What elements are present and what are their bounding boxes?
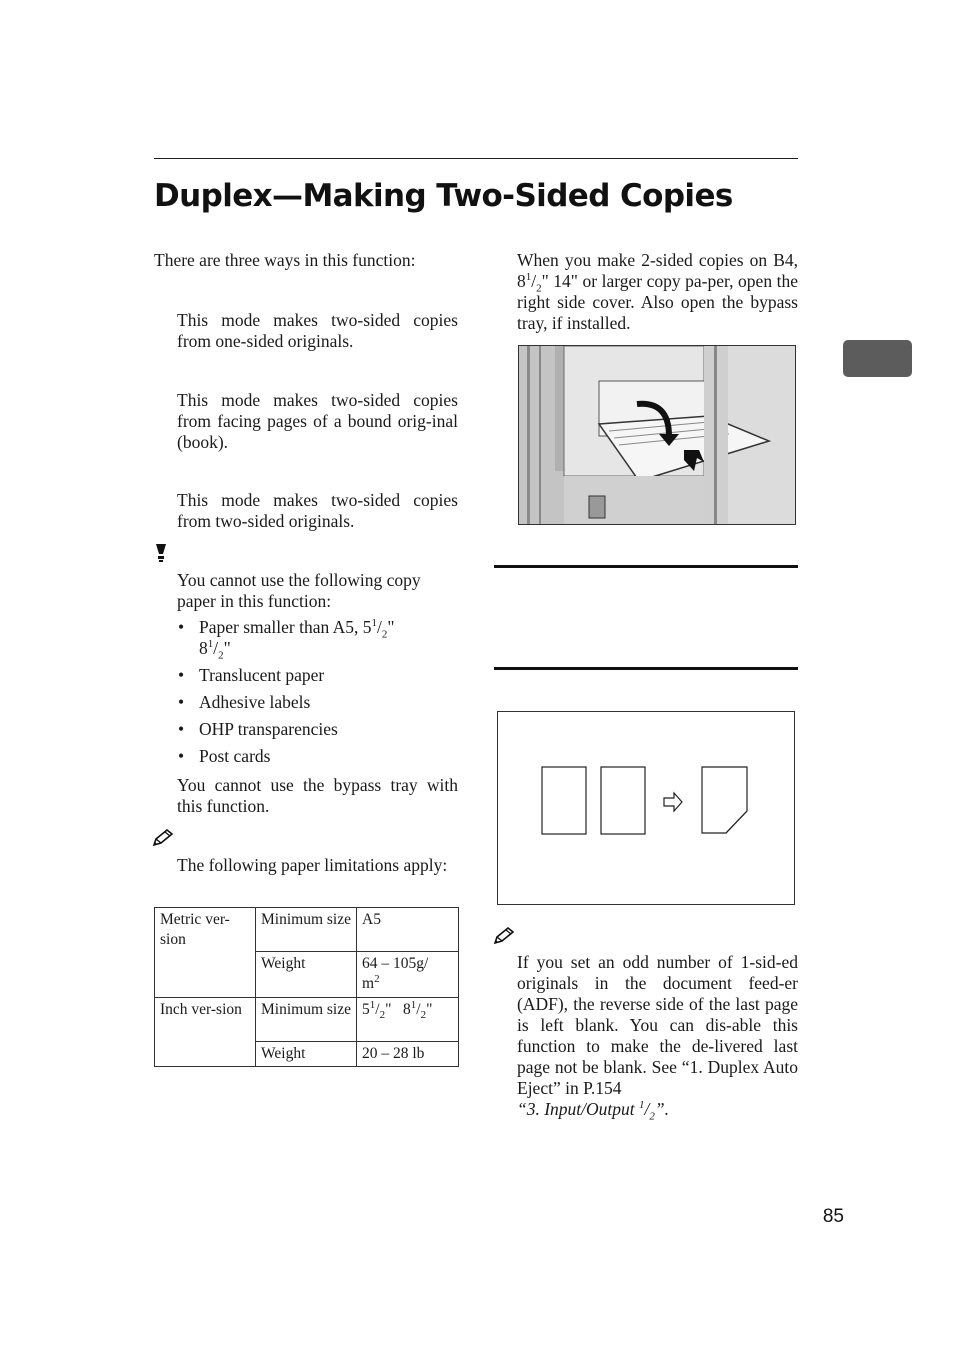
intro-text: There are three ways in this function: bbox=[154, 250, 416, 270]
list-item: • OHP transparencies bbox=[177, 719, 458, 740]
limitation-lamp-icon bbox=[154, 543, 168, 563]
metric-version-cell: Metric ver-sion bbox=[155, 908, 256, 998]
mode-3-description: This mode makes two-sided copies from two-sided originals. bbox=[177, 490, 458, 531]
metric-min-size-label: Minimum size bbox=[256, 908, 357, 952]
chapter-tab bbox=[843, 340, 912, 377]
right-side-cover-instruction: When you make 2-sided copies on B4, $8^1/_2$" 14" or larger copy pa-per, open the right side cover. Also open the bypass tray, if installed. bbox=[517, 250, 798, 333]
section-rule-top bbox=[494, 565, 798, 568]
inch-min-size-label: Minimum size bbox=[256, 998, 357, 1042]
bypass-tray-illustration bbox=[518, 345, 796, 525]
list-item: • Post cards bbox=[177, 746, 458, 767]
inch-weight-label: Weight bbox=[256, 1042, 357, 1067]
list-item: • Adhesive labels bbox=[177, 692, 458, 713]
inch-weight-value: 20 – 28 lb bbox=[357, 1042, 459, 1067]
right-arrow-icon bbox=[664, 793, 682, 811]
limitation-text: You cannot use the following copy paper in this function: bbox=[177, 570, 421, 611]
note-pencil-icon bbox=[493, 927, 515, 945]
list-item: • Paper smaller than A5, $5^1/_2$" $8^1/_2$" bbox=[177, 617, 458, 659]
page-title: Duplex—Making Two-Sided Copies bbox=[154, 178, 733, 214]
bypass-tray-note: You cannot use the bypass tray with this function. bbox=[177, 775, 458, 816]
page-number: 85 bbox=[822, 1206, 844, 1227]
duplex-mode-diagram bbox=[497, 711, 795, 905]
inch-min-size-value: $5^1/_2$" $8^1/_2$" bbox=[357, 998, 459, 1042]
metric-weight-label: Weight bbox=[256, 952, 357, 998]
mode-1-description: This mode makes two-sided copies from one-sided originals. bbox=[177, 310, 458, 351]
inch-version-cell: Inch ver-sion bbox=[155, 998, 256, 1067]
metric-min-size-value: A5 bbox=[357, 908, 459, 952]
mode-2-description: This mode makes two-sided copies from facing pages of a bound orig-inal (book). bbox=[177, 390, 458, 452]
paper-limitations-note: The following paper limitations apply: bbox=[177, 855, 448, 875]
header-rule bbox=[154, 158, 798, 159]
odd-originals-note: If you set an odd number of 1-sid-ed originals in the document feed-er (ADF), the reverse side of the last page is left blank. You can dis-able this function to make the de-livered last page not be blank. See “1. Duplex Auto Eject” in P.154 “3. Input/Output $^1/_2$”. bbox=[517, 952, 798, 1123]
metric-weight-value: 64 – 105g/ $m^2$ bbox=[357, 952, 459, 998]
cross-reference-link[interactable]: “3. Input/Output $^1/_2$”. bbox=[517, 1099, 670, 1123]
excluded-paper-list bbox=[177, 617, 458, 773]
list-item: • Translucent paper bbox=[177, 665, 458, 686]
note-pencil-icon bbox=[152, 829, 174, 847]
paper-limitations-table bbox=[154, 907, 459, 1067]
section-rule-bottom bbox=[494, 667, 798, 670]
